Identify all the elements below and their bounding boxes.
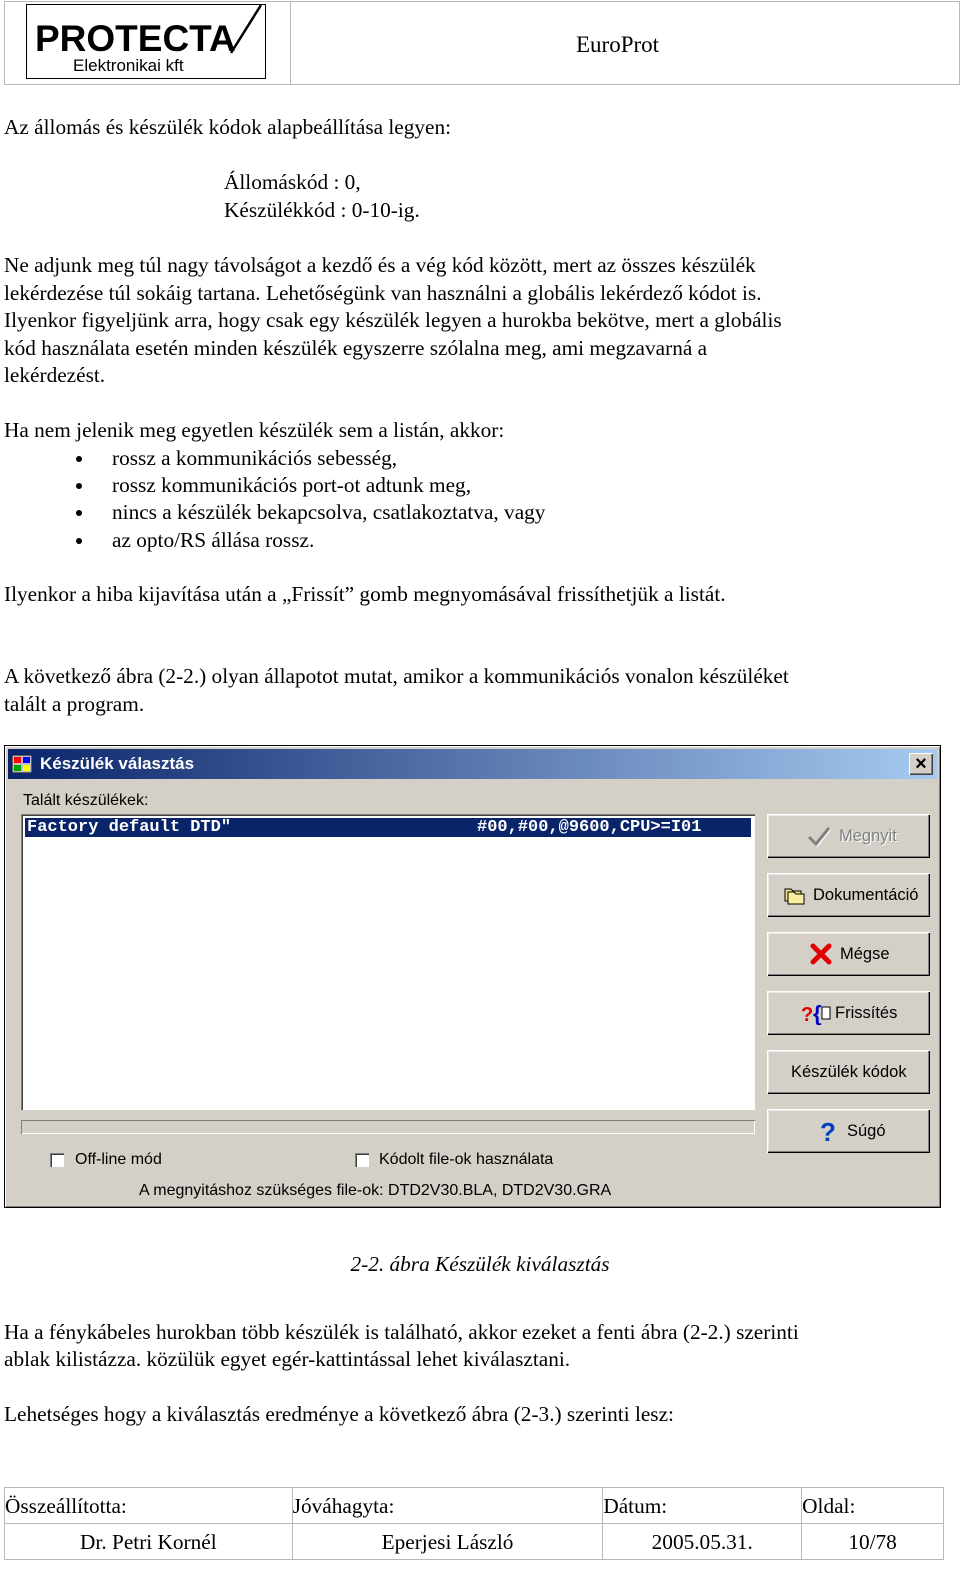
approved-by-header: Jóváhagyta:	[292, 1488, 603, 1524]
paragraph-distance-line-1: Ne adjunk meg túl nagy távolságot a kezdő és a vég kód között, mert az összes készülék	[4, 253, 756, 277]
checkmark-icon	[807, 824, 831, 848]
paragraph-distance-line-2: lekérdezése túl sokáig tartana. Lehetőségünk van használni a globális lekérdező kódot is.	[4, 281, 762, 305]
device-codes-button[interactable]: Készülék kódok	[767, 1050, 930, 1094]
compiled-by-header: Összeállította:	[5, 1488, 293, 1524]
cancel-button[interactable]: Mégse	[767, 932, 930, 976]
question-braces-icon	[801, 1001, 831, 1025]
station-code-line: Állomáskód : 0,	[224, 170, 361, 194]
paragraph-next-figure-line-1: A következő ábra (2-2.) olyan állapotot mutat, amikor a kommunikációs vonalon készüléket	[4, 664, 789, 688]
dialog-title: Készülék választás	[40, 754, 195, 773]
documentation-button[interactable]: Dokumentáció	[767, 873, 930, 917]
compiled-by-value: Dr. Petri Kornél	[5, 1524, 293, 1560]
device-info: #00,#00,@9600,CPU>=I01	[477, 818, 702, 837]
bullet-dot-icon	[76, 538, 82, 544]
svg-text:{: {	[813, 1001, 822, 1025]
page-number-value: 10/78	[802, 1524, 944, 1560]
device-select-dialog	[4, 745, 941, 1208]
approved-by-value: Eperjesi László	[292, 1524, 603, 1560]
svg-text:?: ?	[820, 1119, 836, 1143]
logo-slash-icon	[223, 5, 263, 55]
page-header	[4, 1, 960, 85]
paragraph-refresh: Ilyenkor a hiba kijavítása után a „Frissít” gomb megnyomásával frissíthetjük a listát.	[4, 582, 726, 606]
paragraph-distance-line-5: lekérdezést.	[4, 363, 106, 387]
paragraph-multiple-line-1: Ha a fénykábeles hurokban több készülék is található, akkor ezeket a fenti ábra (2-2.) szerinti	[4, 1320, 799, 1344]
footer-value-row	[5, 1524, 944, 1560]
encoded-files-label: Kódolt file-ok használata	[379, 1151, 554, 1168]
company-logo	[26, 4, 266, 79]
bullet-dot-icon	[76, 510, 82, 516]
required-files-text: A megnyitáshoz szükséges file-ok: DTD2V30.BLA, DTD2V30.GRA	[139, 1182, 612, 1199]
found-devices-list[interactable]	[21, 814, 755, 1110]
paragraph-defaults: Az állomás és készülék kódok alapbeállítása legyen:	[4, 115, 452, 139]
bullet-dot-icon	[76, 456, 82, 462]
help-button[interactable]: ? Súgó	[767, 1109, 930, 1153]
progress-bar	[21, 1120, 755, 1134]
paragraph-next-figure-line-2: talált a program.	[4, 692, 145, 716]
paragraph-distance-line-4: kód használata esetén minden készülék egyszerre szólalna meg, ami megzavarná a	[4, 336, 708, 360]
header-title: EuroProt	[576, 32, 660, 57]
help-icon	[817, 1119, 841, 1143]
bullet-dot-icon	[76, 483, 82, 489]
close-button[interactable]	[909, 753, 933, 775]
encoded-files-checkbox[interactable]	[355, 1153, 369, 1167]
device-code-line: Készülékkód : 0-10-ig.	[224, 198, 420, 222]
paragraph-distance-line-3: Ilyenkor figyeljünk arra, hogy csak egy készülék legyen a hurokba bekötve, mert a globális	[4, 308, 782, 332]
date-value: 2005.05.31.	[603, 1524, 802, 1560]
paragraph-multiple-line-2: ablak kilistázza. közülük egyet egér-kattintással lehet kiválasztani.	[4, 1347, 571, 1371]
close-icon: ×	[915, 753, 927, 775]
open-button[interactable]: Megnyit	[767, 814, 930, 858]
list-item[interactable]	[25, 818, 751, 837]
logo-subtitle: Elektronikai kft	[73, 56, 184, 75]
figure-caption: 2-2. ábra Készülék kiválasztás	[350, 1252, 610, 1276]
dialog-titlebar[interactable]	[8, 749, 937, 779]
app-icon	[12, 755, 32, 773]
page-header-cell: Oldal:	[802, 1488, 944, 1524]
offline-label: Off-line mód	[75, 1151, 162, 1168]
svg-text:?: ?	[801, 1004, 814, 1025]
paragraph-no-device: Ha nem jelenik meg egyetlen készülék sem a listán, akkor:	[4, 418, 505, 442]
offline-checkbox[interactable]	[50, 1153, 64, 1167]
red-x-icon	[809, 942, 833, 966]
logo-brand: PROTECTA	[35, 18, 236, 59]
logo-cell	[5, 2, 291, 84]
folders-icon	[783, 883, 807, 907]
found-devices-label: Talált készülékek:	[23, 792, 149, 809]
footer-table	[4, 1487, 944, 1560]
paragraph-possible-result: Lehetséges hogy a kiválasztás eredménye a következő ábra (2-3.) szerinti lesz:	[4, 1402, 674, 1426]
date-header: Dátum:	[603, 1488, 802, 1524]
refresh-button[interactable]: ? { Frissítés	[767, 991, 930, 1035]
device-name: Factory default DTD"	[27, 818, 232, 837]
footer-header-row	[5, 1488, 944, 1524]
